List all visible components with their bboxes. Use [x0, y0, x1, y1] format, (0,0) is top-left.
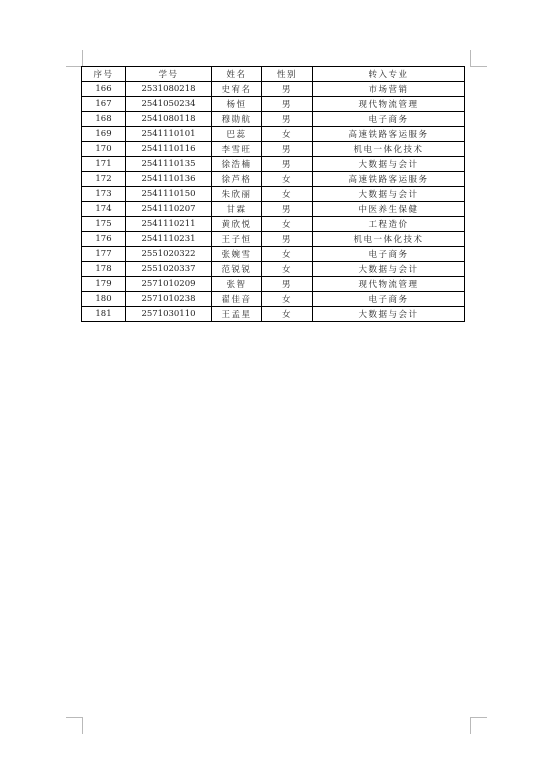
cell-index: 172: [82, 172, 126, 187]
cell-student-id: 2541110207: [126, 202, 212, 217]
cell-name: 穆勋航: [212, 112, 262, 127]
cell-index: 177: [82, 247, 126, 262]
cell-index: 173: [82, 187, 126, 202]
table-row: [82, 307, 465, 322]
cell-student-id: 2551020337: [126, 262, 212, 277]
cell-major: 电子商务: [313, 112, 465, 127]
cell-gender: 女: [262, 292, 313, 307]
cell-gender: 男: [262, 232, 313, 247]
cell-major: 机电一体化技术: [313, 142, 465, 157]
table-row: [82, 277, 465, 292]
cell-student-id: 2531080218: [126, 82, 212, 97]
cell-index: 178: [82, 262, 126, 277]
cell-major: 大数据与会计: [313, 157, 465, 172]
table-row: [82, 262, 465, 277]
cell-gender: 男: [262, 97, 313, 112]
cell-index: 167: [82, 97, 126, 112]
cell-student-id: 2541110136: [126, 172, 212, 187]
cell-gender: 女: [262, 262, 313, 277]
cell-major: 高速铁路客运服务: [313, 172, 465, 187]
cell-name: 范锐锐: [212, 262, 262, 277]
cell-gender: 女: [262, 127, 313, 142]
cell-index: 169: [82, 127, 126, 142]
cell-major: 市场营销: [313, 82, 465, 97]
table-row: [82, 112, 465, 127]
header-major: 转入专业: [313, 67, 465, 82]
cell-major: 电子商务: [313, 247, 465, 262]
cell-name: 张婉雪: [212, 247, 262, 262]
cell-gender: 女: [262, 307, 313, 322]
table-row: [82, 247, 465, 262]
cell-name: 朱欣丽: [212, 187, 262, 202]
cell-name: 史宥名: [212, 82, 262, 97]
cell-gender: 女: [262, 247, 313, 262]
margin-mark-top-right: [470, 50, 487, 67]
cell-gender: 男: [262, 277, 313, 292]
header-index: 序号: [82, 67, 126, 82]
cell-major: 大数据与会计: [313, 262, 465, 277]
cell-major: 中医养生保健: [313, 202, 465, 217]
cell-name: 王孟星: [212, 307, 262, 322]
cell-index: 175: [82, 217, 126, 232]
cell-index: 166: [82, 82, 126, 97]
cell-name: 翟佳音: [212, 292, 262, 307]
cell-major: 现代物流管理: [313, 97, 465, 112]
table-row: [82, 187, 465, 202]
cell-index: 180: [82, 292, 126, 307]
header-gender: 性别: [262, 67, 313, 82]
cell-gender: 男: [262, 82, 313, 97]
table-row: [82, 217, 465, 232]
cell-student-id: 2541110116: [126, 142, 212, 157]
header-student-id: 学号: [126, 67, 212, 82]
cell-name: 徐芦格: [212, 172, 262, 187]
cell-index: 168: [82, 112, 126, 127]
cell-student-id: 2541110231: [126, 232, 212, 247]
table-row: [82, 172, 465, 187]
cell-index: 181: [82, 307, 126, 322]
table-row: [82, 82, 465, 97]
table-row: [82, 202, 465, 217]
cell-major: 高速铁路客运服务: [313, 127, 465, 142]
cell-name: 甘霖: [212, 202, 262, 217]
cell-index: 171: [82, 157, 126, 172]
cell-student-id: 2541110135: [126, 157, 212, 172]
cell-gender: 女: [262, 187, 313, 202]
table-row: [82, 232, 465, 247]
cell-student-id: 2541110101: [126, 127, 212, 142]
table-row: [82, 97, 465, 112]
table-header-row: [82, 67, 465, 82]
cell-student-id: 2541050234: [126, 97, 212, 112]
cell-major: 现代物流管理: [313, 277, 465, 292]
cell-index: 174: [82, 202, 126, 217]
cell-name: 李雪旺: [212, 142, 262, 157]
margin-mark-top-left: [66, 50, 83, 67]
cell-index: 170: [82, 142, 126, 157]
table-row: [82, 142, 465, 157]
cell-gender: 男: [262, 202, 313, 217]
cell-name: 徐浩楠: [212, 157, 262, 172]
margin-mark-bottom-right: [470, 717, 487, 734]
margin-mark-bottom-left: [66, 717, 83, 734]
table-row: [82, 127, 465, 142]
cell-name: 黄欣悦: [212, 217, 262, 232]
transfer-student-table: [81, 66, 465, 322]
cell-major: 大数据与会计: [313, 307, 465, 322]
cell-major: 大数据与会计: [313, 187, 465, 202]
cell-major: 机电一体化技术: [313, 232, 465, 247]
cell-name: 巴蕊: [212, 127, 262, 142]
cell-student-id: 2541110150: [126, 187, 212, 202]
cell-index: 179: [82, 277, 126, 292]
cell-name: 王子恒: [212, 232, 262, 247]
table-row: [82, 292, 465, 307]
cell-student-id: 2541110211: [126, 217, 212, 232]
cell-major: 电子商务: [313, 292, 465, 307]
cell-index: 176: [82, 232, 126, 247]
cell-student-id: 2551020322: [126, 247, 212, 262]
cell-student-id: 2571030110: [126, 307, 212, 322]
cell-name: 张智: [212, 277, 262, 292]
cell-gender: 女: [262, 172, 313, 187]
cell-student-id: 2571010238: [126, 292, 212, 307]
cell-major: 工程造价: [313, 217, 465, 232]
cell-student-id: 2571010209: [126, 277, 212, 292]
cell-gender: 男: [262, 112, 313, 127]
table-row: [82, 157, 465, 172]
cell-gender: 男: [262, 142, 313, 157]
cell-gender: 男: [262, 157, 313, 172]
cell-gender: 女: [262, 217, 313, 232]
header-name: 姓名: [212, 67, 262, 82]
cell-name: 杨恒: [212, 97, 262, 112]
cell-student-id: 2541080118: [126, 112, 212, 127]
